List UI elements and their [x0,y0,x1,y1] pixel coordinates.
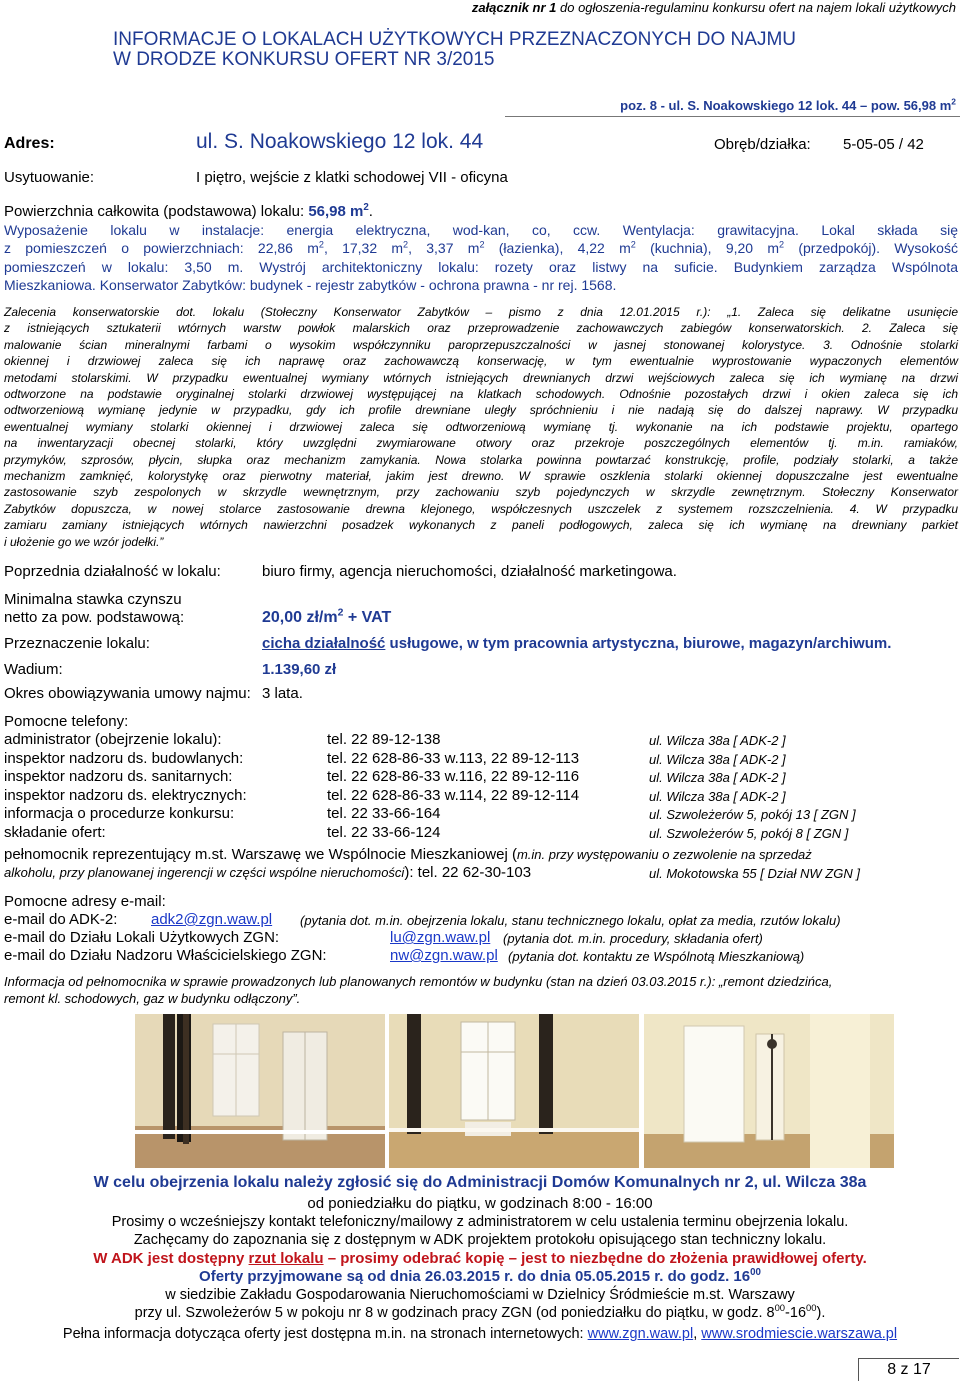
description-block [4,221,958,294]
footer-line-1: W celu obejrzenia lokalu należy zgłosić się do Administracji Domów Komunalnych nr 2, ul. Wilcza 38a [93,1174,867,1191]
zalecenia-line: ewentualnej wymiany stolarki okiennej i drzwiowej zaleca się odtworzeniową wymianę tj. wykonanie na ich podstawie projektu, opartego [4,419,958,434]
srodmiescie-website-link[interactable]: www.srodmiescie.warszawa.pl [701,1326,898,1342]
email-row-adk: e-mail do ADK-2: [4,911,118,928]
emails-heading: Pomocne adresy e-mail: [4,893,166,910]
attachment-description: do ogłoszenia-regulaminu konkursu ofert na najem lokali użytkowych [556,0,956,15]
phone-number: tel. 22 33-66-124 [327,823,441,841]
phones-table [0,731,960,842]
description-line-1: Wyposażenie lokalu w instalacje: energia elektryczna, wod-kan, co, ccw. Wentylacja: grawitacyjna. Lokal składa się [4,222,958,238]
okres-label: Okres obowiązywania umowy najmu: [4,685,251,702]
attachment-note [472,0,956,15]
footer-line-6: Oferty przyjmowane są od dnia 26.03.2015 r. do dnia 05.05.2015 r. do godz. $16^{00}$ [199,1267,761,1285]
photo-room-3 [644,1014,894,1168]
page-number: 8 z 17 [858,1358,959,1381]
phone-number: tel. 22 628-86-33 w.116, 22 89-12-116 [327,768,580,785]
email-link-nw[interactable]: nw@zgn.waw.pl [390,947,498,964]
phone-number: tel. 22 33-66-164 [327,805,441,822]
phone-role: administrator (obejrzenie lokalu): [4,731,222,748]
zalecenia-line: z istniejących sztukaterii wtórnych warstw powłok malarskich oraz przeprowadzenie zachowawczych zabiegów konserwatorskich. 2. Zaleca się [4,321,958,336]
footer-line-2: od poniedziałku do piątku, w godzinach 8:00 - 16:00 [307,1195,653,1212]
remonty-info: Informacja od pełnomocnika w sprawie prowadzonych lub planowanych remontów w budynku (stan na dzień 03.03.2015 r.): „remont dziedzińca, remont kl. schodowych, gaz w budynku odłączony”. [4,974,833,1006]
stawka-label: Minimalna stawka czynszu netto za pow. podstawową: [4,591,185,626]
lokal-identifier: poz. 8 - ul. S. Noakowskiego 12 lok. 44 – pow. 56,98 $m^2$ [620,96,956,113]
pelnomocnik-address: ul. Mokotowska 55 [ Dział NW ZGN ] [649,866,860,881]
phone-number: tel. 22 628-86-33 w.113, 22 89-12-113 [327,749,580,767]
phone-address: ul. Wilcza 38a [ ADK-2 ] [649,733,786,748]
photo-room-2 [389,1014,639,1168]
phone-address: ul. Wilcza 38a [ ADK-2 ] [649,788,786,804]
phone-number: tel. 22 628-86-33 w.114, 22 89-12-114 [327,786,580,804]
zalecenia-line: okiennej i drzwiowej zaleca się ich naprawę oraz zachowawczą konserwację, w tym ewentualnie wyprostowanie wypaczonych elementów [4,354,958,369]
powierzchnia-label: Powierzchnia całkowita (podstawowa) lokalu: [4,203,309,220]
footer-line-7: w siedzibie Zakładu Gospodarowania Nieruchomościami w Dzielnicy Śródmieście m.st. Warszawy [165,1287,795,1303]
photo-room-1 [135,1014,385,1168]
phone-address: ul. Szwoleżerów 5, pokój 8 [ ZGN ] [649,825,849,841]
wadium-label: Wadium: [4,661,63,678]
footer-line-8: przy ul. Szwoleżerów 5 w pokoju nr 8 w godzinach pracy ZGN (od poniedziałku do piątku, w godz. $8^{00}-16^{00}$). [134,1302,826,1321]
zgn-website-link[interactable]: www.zgn.waw.pl [587,1326,694,1342]
obreb-value: 5-05-05 / 42 [843,136,924,153]
zalecenia-line: odtworzone na podstawie oryginalnej stolarki drzwiowej występującej na klatkach schodowych. Odnośnie pozostałych drzwi i okien zaleca się ich [4,387,958,402]
zalecenia-line: Zabytków dopuszcza, w nowej stolarce zastosowanie drewna klejonego, współczesnych uszczelek z systemem rozszczelnienia. 4. W przypadku [4,501,958,516]
description-line-2: z pomieszczeń o powierzchniach: 22,86 $m^2$, 17,32 $m^2$, 3,37 $m^2$ (łazienka), 4,22 $m^2$ (kuchnia), 9,20 $m^2$ (przedpokój). Wysokość [4,239,958,257]
title-line-1: INFORMACJE O LOKALACH UŻYTKOWYCH PRZEZNACZONYCH DO NAJMU [113,29,796,50]
phones-heading: Pomocne telefony: [4,713,129,730]
poprzednia-label: Poprzednia działalność w lokalu: [4,563,221,580]
rzut-lokalu-link[interactable]: rzut lokalu [248,1250,324,1267]
usytuowanie-value: I piętro, wejście z klatki schodowej VII - oficyna [196,169,508,186]
phone-role: inspektor nadzoru ds. elektrycznych: [4,786,247,804]
phone-role: inspektor nadzoru ds. sanitarnych: [4,768,233,785]
address-label: Adres: [4,135,55,152]
footer-line-3: Prosimy o wcześniejszy kontakt telefoniczny/mailowy z administratorem w celu ustalenia terminu obejrzenia lokalu. [111,1214,849,1230]
zalecenia-line: malowanie ścian mineralnymi farbami o wysokim współczynniku paroprzepuszczalności w jasnej stonowanej kolorystyce. 3. Odnośnie stolarki [4,337,958,352]
phone-row [0,768,960,787]
phone-row [0,824,960,843]
phone-address: ul. Szwoleżerów 5, pokój 13 [ ZGN ] [649,807,856,822]
zalecenia-line: na inwentaryzacji obecnej stolarki, który uwzględni zwymiarowane otwory oraz przekroje poszczególnych elementów tj. m.in. ramiaków, [4,436,958,451]
zalecenia-intro: Zalecenia konserwatorskie dot. lokalu (Stołeczny Konserwator Zabytków – pismo z dnia 12.01.2015 r.): „1. Zaleca się delikatne usunięcie [4,305,958,319]
phone-row [0,805,960,824]
okres-value: 3 lata. [262,685,303,702]
wadium-value: 1.139,60 zł [262,661,337,678]
obreb-label: Obręb/działka: [714,136,811,153]
attachment-number: załącznik nr 1 [471,0,557,15]
header-rule [505,116,960,117]
email-row-lu: e-mail do Działu Lokali Użytkowych ZGN: [4,929,280,946]
zalecenia-block [4,304,958,550]
phone-row [0,750,960,769]
pelnomocnik-line-1: pełnomocnik reprezentujący m.st. Warszawę we Wspólnocie Mieszkaniowej (m.in. przy występowaniu o zezwolenie na sprzedaż [4,846,812,863]
phone-role: informacja o procedurze konkursu: [4,805,235,822]
phone-number: tel. 22 89-12-138 [327,731,441,748]
powierzchnia-value: 56,98 $m^2$ [308,202,369,220]
document-title [113,30,796,70]
footer-line-9: Pełna informacja dotycząca oferty jest dostępna m.in. na stronach internetowych: www.zgn.waw.pl, www.srodmiescie.warszawa.pl [62,1326,898,1342]
phone-role: inspektor nadzoru ds. budowlanych: [4,749,244,767]
phone-address: ul. Wilcza 38a [ ADK-2 ] [649,751,786,767]
description-line-3: pomieszczeń w lokalu: 3,50 m. Wystrój architektoniczny lokalu: rozety oraz listwy na suficie. Budynkiem zarządza Wspólnota [4,258,958,275]
phone-row [0,787,960,806]
email-note-nw: (pytania dot. kontaktu ze Wspólnotą Mieszkaniową) [508,949,805,964]
zalecenia-line: przymyków, szprosów, płycin, słupka oraz mechanizm zamykania. Nowa stolarka powinna powtarzać konstrukcję, profile, podziały stolarki, a także [4,452,958,467]
usytuowanie-label: Usytuowanie: [4,169,95,186]
pelnomocnik-line-2: alkoholu, przy planowanej ingerencji w części wspólne nieruchomości): tel. 22 62-30-103 [4,864,532,881]
email-link-lu[interactable]: lu@zgn.waw.pl [390,929,491,946]
stawka-value: 20,00 $zł/m^2$ + VAT [262,607,392,626]
zalecenia-line: mechanizm zamknięć, kolorystykę oraz pierwotny materiał, jakim jest drewno. W sprawie oszklenia stolarki okiennej dopuszczalne jest ewentualne [4,469,958,484]
footer-line-5: W ADK jest dostępny rzut lokalu – prosimy odebrać kopię – jest to niezbędne do złożenia prawidłowej oferty. [93,1250,867,1267]
zalecenia-lines [4,320,958,533]
zalecenia-line: odtworzeniową wymianę jedynie w przypadku, gdy ich profile drewniane uległy spróchnieniu i nie nadają się do dalszej naprawy. W przypadku [4,403,958,418]
zalecenia-last-line: i ułożenie go we wzór jodełki.” [4,534,164,549]
przeznaczenie-value: cicha działalność usługowe, w tym pracownia artystyczna, biurowe, magazyn/archiwum. [262,635,892,652]
zalecenia-line: metodami stolarskimi. W przypadku ewentualnej wymiany wtórnych istniejących drewnianych drzwi wejściowych zaleca się ich wymianę na drzwi [4,370,958,385]
address-value: ul. S. Noakowskiego 12 lok. 44 [196,130,484,153]
footer-line-4: Zachęcamy do zapoznania się z dostępnym w ADK projektem protokołu opisującego stan techniczny lokalu. [133,1232,827,1248]
powierzchnia-line: Powierzchnia całkowita (podstawowa) lokalu: 56,98 $m^2$. [4,202,373,220]
zalecenia-line: zamiaru zamiany istniejących wtórnych nawierzchni posadzek wykonanych z paneli podłogowych, zaleca się ich wymianę na drewniany parkiet [4,518,958,533]
poprzednia-value: biuro firmy, agencja nieruchomości, działalność marketingowa. [262,563,677,580]
email-note-adk: (pytania dot. m.in. obejrzenia lokalu, stanu technicznego lokalu, opłat za media, rzutów lokalu) [300,913,841,928]
email-note-lu: (pytania dot. m.in. procedury, składania ofert) [503,931,763,946]
title-line-2: W DRODZE KONKURSU OFERT NR 3/2015 [113,49,495,70]
przeznaczenie-label: Przeznaczenie lokalu: [4,635,150,652]
phone-role: składanie ofert: [4,823,106,841]
description-line-4: Mieszkaniowa. Konserwator Zabytków: budynek - rejestr zabytków - ochrona prawna - nr rej. 1568. [4,276,617,293]
phone-row [0,731,960,750]
zalecenia-line: zastosowanie szyb zespolonych w skrzydle wewnętrznym, przy zachowaniu szyb pojedynczych w skrzydle zewnętrznym. Stołeczny Konserwator [4,485,958,500]
phone-address: ul. Wilcza 38a [ ADK-2 ] [649,770,786,785]
email-link-adk[interactable]: adk2@zgn.waw.pl [151,911,273,928]
email-row-nw: e-mail do Działu Nadzoru Właścicielskiego ZGN: [4,947,327,964]
